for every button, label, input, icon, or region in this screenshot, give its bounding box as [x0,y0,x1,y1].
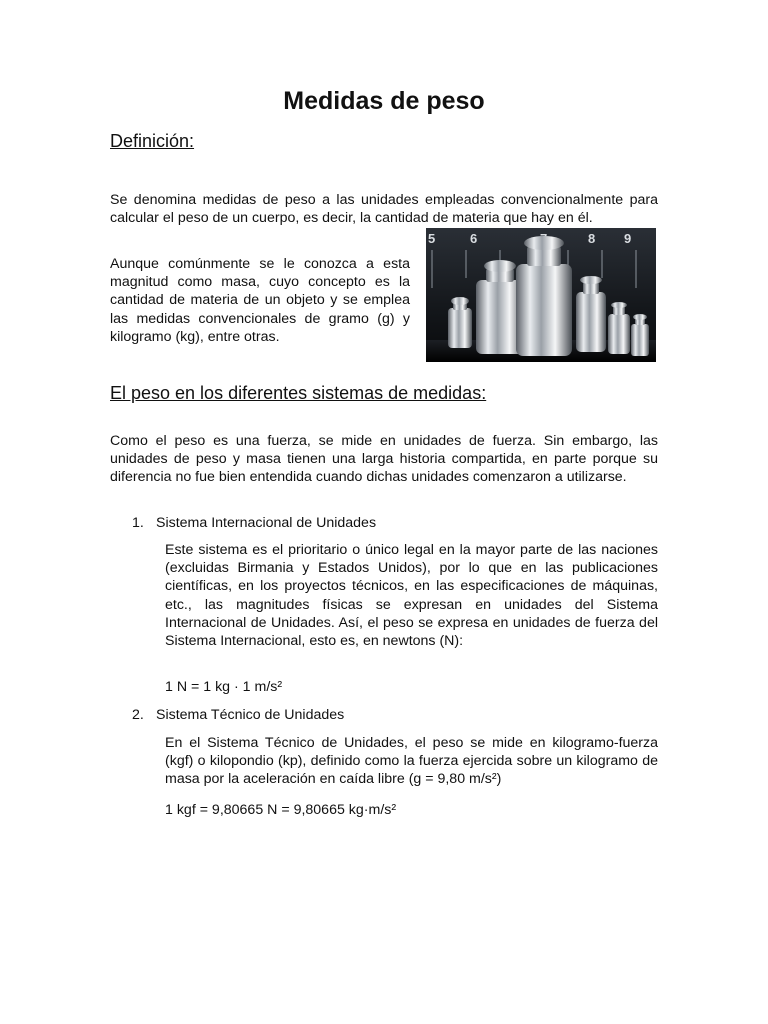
list-item-body: En el Sistema Técnico de Unidades, el peso se mide en kilogramo-fuerza (kgf) o kilopondio (kp), definido como la fuerza ejercida sobre un kilogramo de masa por la aceleración en caída libre (g = 9,80 m/s²) [165,735,658,788]
scale-digit: 9 [624,231,632,246]
list-item-body: Este sistema es el prioritario o único legal en la mayor parte de las naciones (excluidas Birmania y Estados Unidos), por lo que en las publicaciones científicas, en los proyectos técnicos, en las especificaciones de máquinas, etc., las magnitudes físicas se expresan en unidades del Sistema Internacional de Unidades. Así, el peso se expresa en unidades de fuerza del Sistema Internacional, esto es, en newtons (N): [165,542,658,650]
weights-photo [426,228,656,362]
systems-intro: Como el peso es una fuerza, se mide en unidades de fuerza. Sin embargo, las unidades de peso y masa tienen una larga historia compartida, en parte porque su diferencia no fue bien entendida cuando dichas unidades comenzaron a utilizarse. [110,433,658,486]
scale-digit: 6 [470,231,478,246]
list-item-label [132,514,376,532]
formula: 1 kgf = 9,80665 N = 9,80665 kg·m/s² [165,802,397,818]
list-item-number: 2. [132,707,144,723]
page-title: Medidas de peso [283,87,485,115]
definition-paragraph-2: Aunque comúnmente se le conozca a esta magnitud como masa, cuyo concepto es la cantidad de materia de un objeto y se emplea las medidas convencionales de gramo (g) y kilogramo (kg), entre otras. [110,256,410,345]
scale-digit: 5 [428,231,436,246]
definition-heading: Definición: [110,131,195,151]
list-item-number: 1. [132,515,144,531]
formula: 1 N = 1 kg · 1 m/s² [165,679,283,695]
list-item-text: Sistema Técnico de Unidades [156,707,345,723]
scale-digit: 8 [588,231,596,246]
document-page [110,0,658,1024]
list-item-text: Sistema Internacional de Unidades [156,515,377,531]
list-item-label [132,706,344,724]
systems-heading: El peso en los diferentes sistemas de medidas: [110,383,487,403]
definition-paragraph-1: Se denomina medidas de peso a las unidades empleadas convencionalmente para calcular el peso de un cuerpo, es decir, la cantidad de materia que hay en él. [110,192,658,227]
